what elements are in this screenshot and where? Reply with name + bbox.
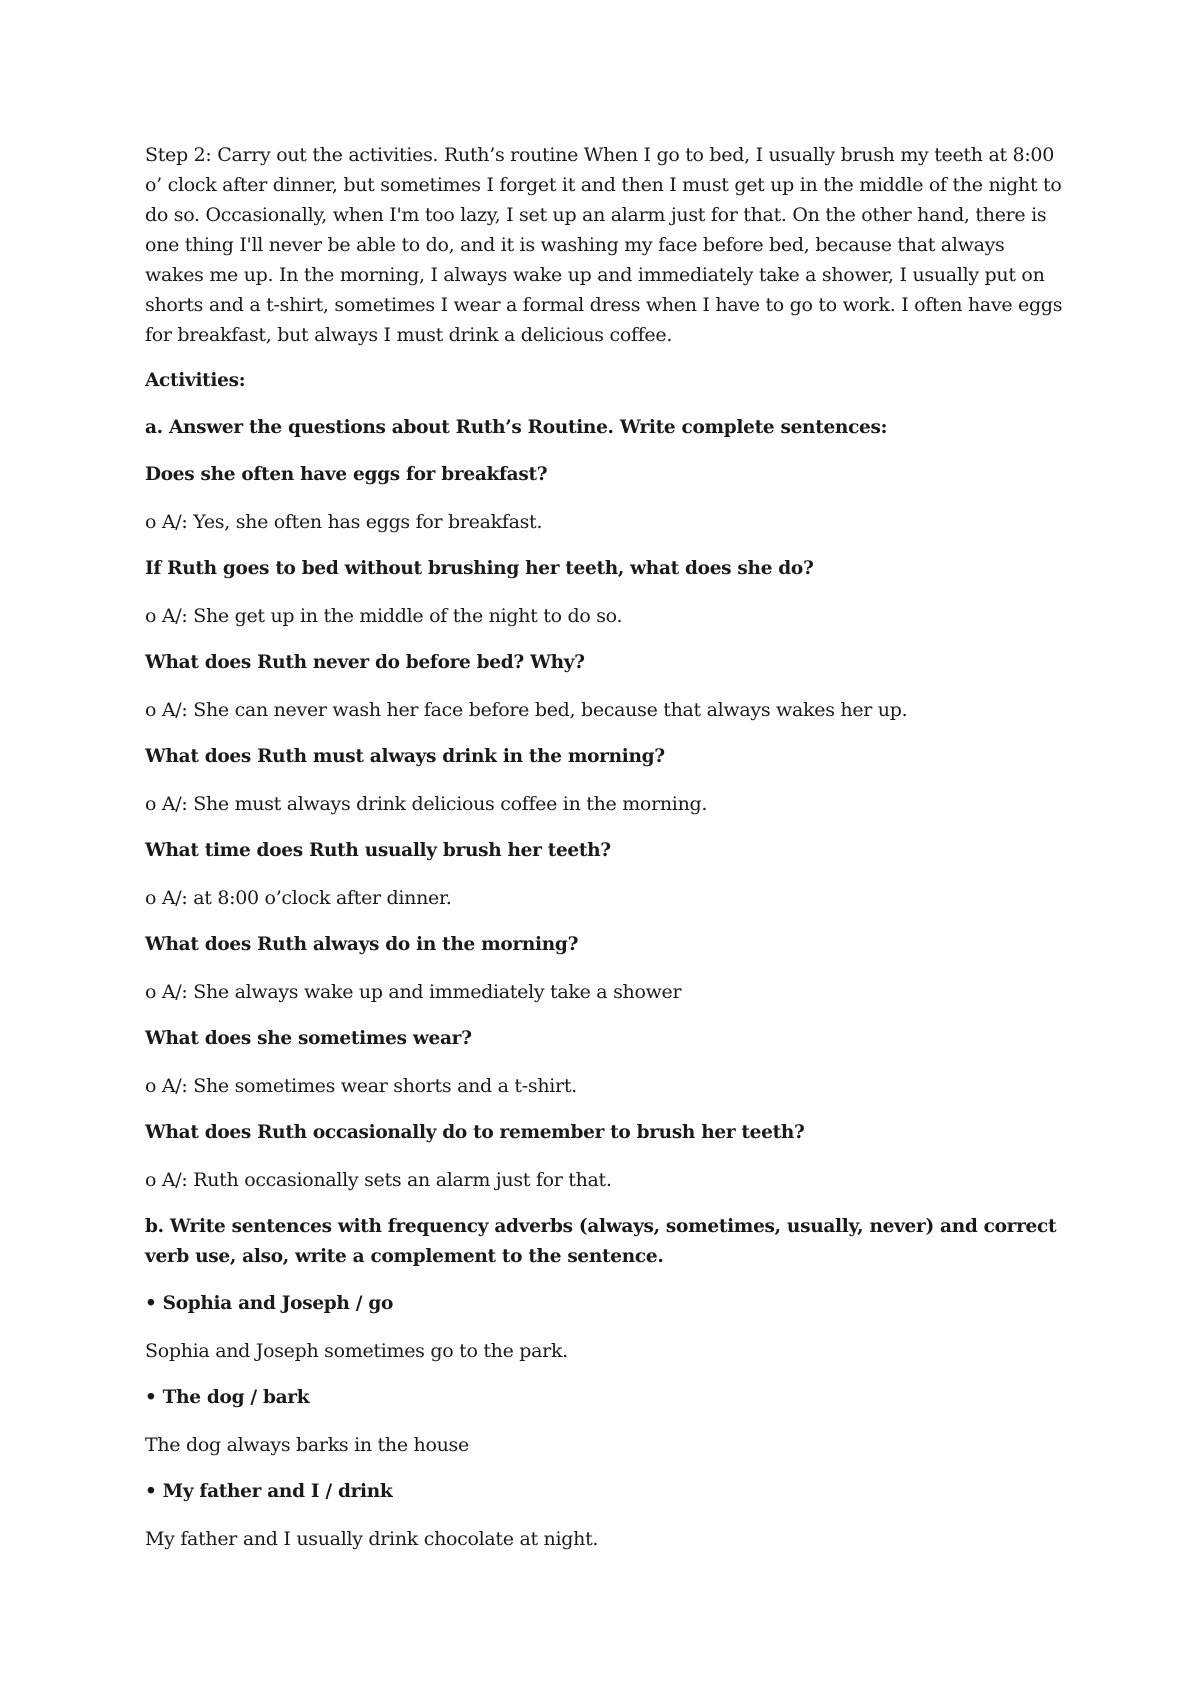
- question: What does she sometimes wear?: [145, 1028, 472, 1049]
- exercise-prompt: • Sophia and Joseph / go: [145, 1293, 393, 1314]
- answer: o A/: She always wake up and immediately take a shower: [145, 981, 682, 1003]
- question: What does Ruth must always drink in the morning?: [145, 746, 665, 767]
- section-b-heading: b. Write sentences with frequency adverbs (always, sometimes, usually, never) and correct verb use, also, write a complement to the sentence.: [145, 1216, 1057, 1267]
- answer: o A/: She sometimes wear shorts and a t-shirt.: [145, 1075, 577, 1097]
- answer: o A/: Yes, she often has eggs for breakfast.: [145, 511, 543, 533]
- question: What time does Ruth usually brush her teeth?: [145, 840, 611, 861]
- answer: o A/: She get up in the middle of the night to do so.: [145, 605, 623, 627]
- exercise-answer: My father and I usually drink chocolate at night.: [145, 1528, 599, 1550]
- question: Does she often have eggs for breakfast?: [145, 464, 548, 485]
- exercise-prompt: • The dog / bark: [145, 1387, 310, 1408]
- exercise-answer: Sophia and Joseph sometimes go to the park.: [145, 1340, 568, 1362]
- intro-paragraph: Step 2: Carry out the activities. Ruth’s routine When I go to bed, I usually brush my teeth at 8:00 o’ clock after dinner, but sometimes I forget it and then I must get up in the middle of the night to do so. Occasionally, when I'm too lazy, I set up an alarm just for that. On the other hand, there is one thing I'll never be able to do, and it is washing my face before bed, because that always wakes me up. In the morning, I always wake up and immediately take a shower, I usually put on shorts and a t-shirt, sometimes I wear a formal dress when I have to go to work. I often have eggs for breakfast, but always I must drink a delicious coffee.: [145, 144, 1063, 346]
- answer: o A/: She can never wash her face before bed, because that always wakes her up.: [145, 699, 908, 721]
- answer: o A/: at 8:00 o’clock after dinner.: [145, 887, 452, 909]
- exercise-answer: The dog always barks in the house: [145, 1434, 469, 1456]
- answer: o A/: She must always drink delicious coffee in the morning.: [145, 793, 708, 815]
- activities-heading: Activities:: [145, 370, 246, 391]
- answer: o A/: Ruth occasionally sets an alarm just for that.: [145, 1169, 612, 1191]
- question: If Ruth goes to bed without brushing her teeth, what does she do?: [145, 558, 814, 579]
- question: What does Ruth occasionally do to remember to brush her teeth?: [145, 1122, 805, 1143]
- section-a-heading: a. Answer the questions about Ruth’s Routine. Write complete sentences:: [145, 417, 888, 438]
- question: What does Ruth always do in the morning?: [145, 934, 579, 955]
- question: What does Ruth never do before bed? Why?: [145, 652, 585, 673]
- exercise-prompt: • My father and I / drink: [145, 1481, 393, 1502]
- document-page: [145, 140, 1065, 1571]
